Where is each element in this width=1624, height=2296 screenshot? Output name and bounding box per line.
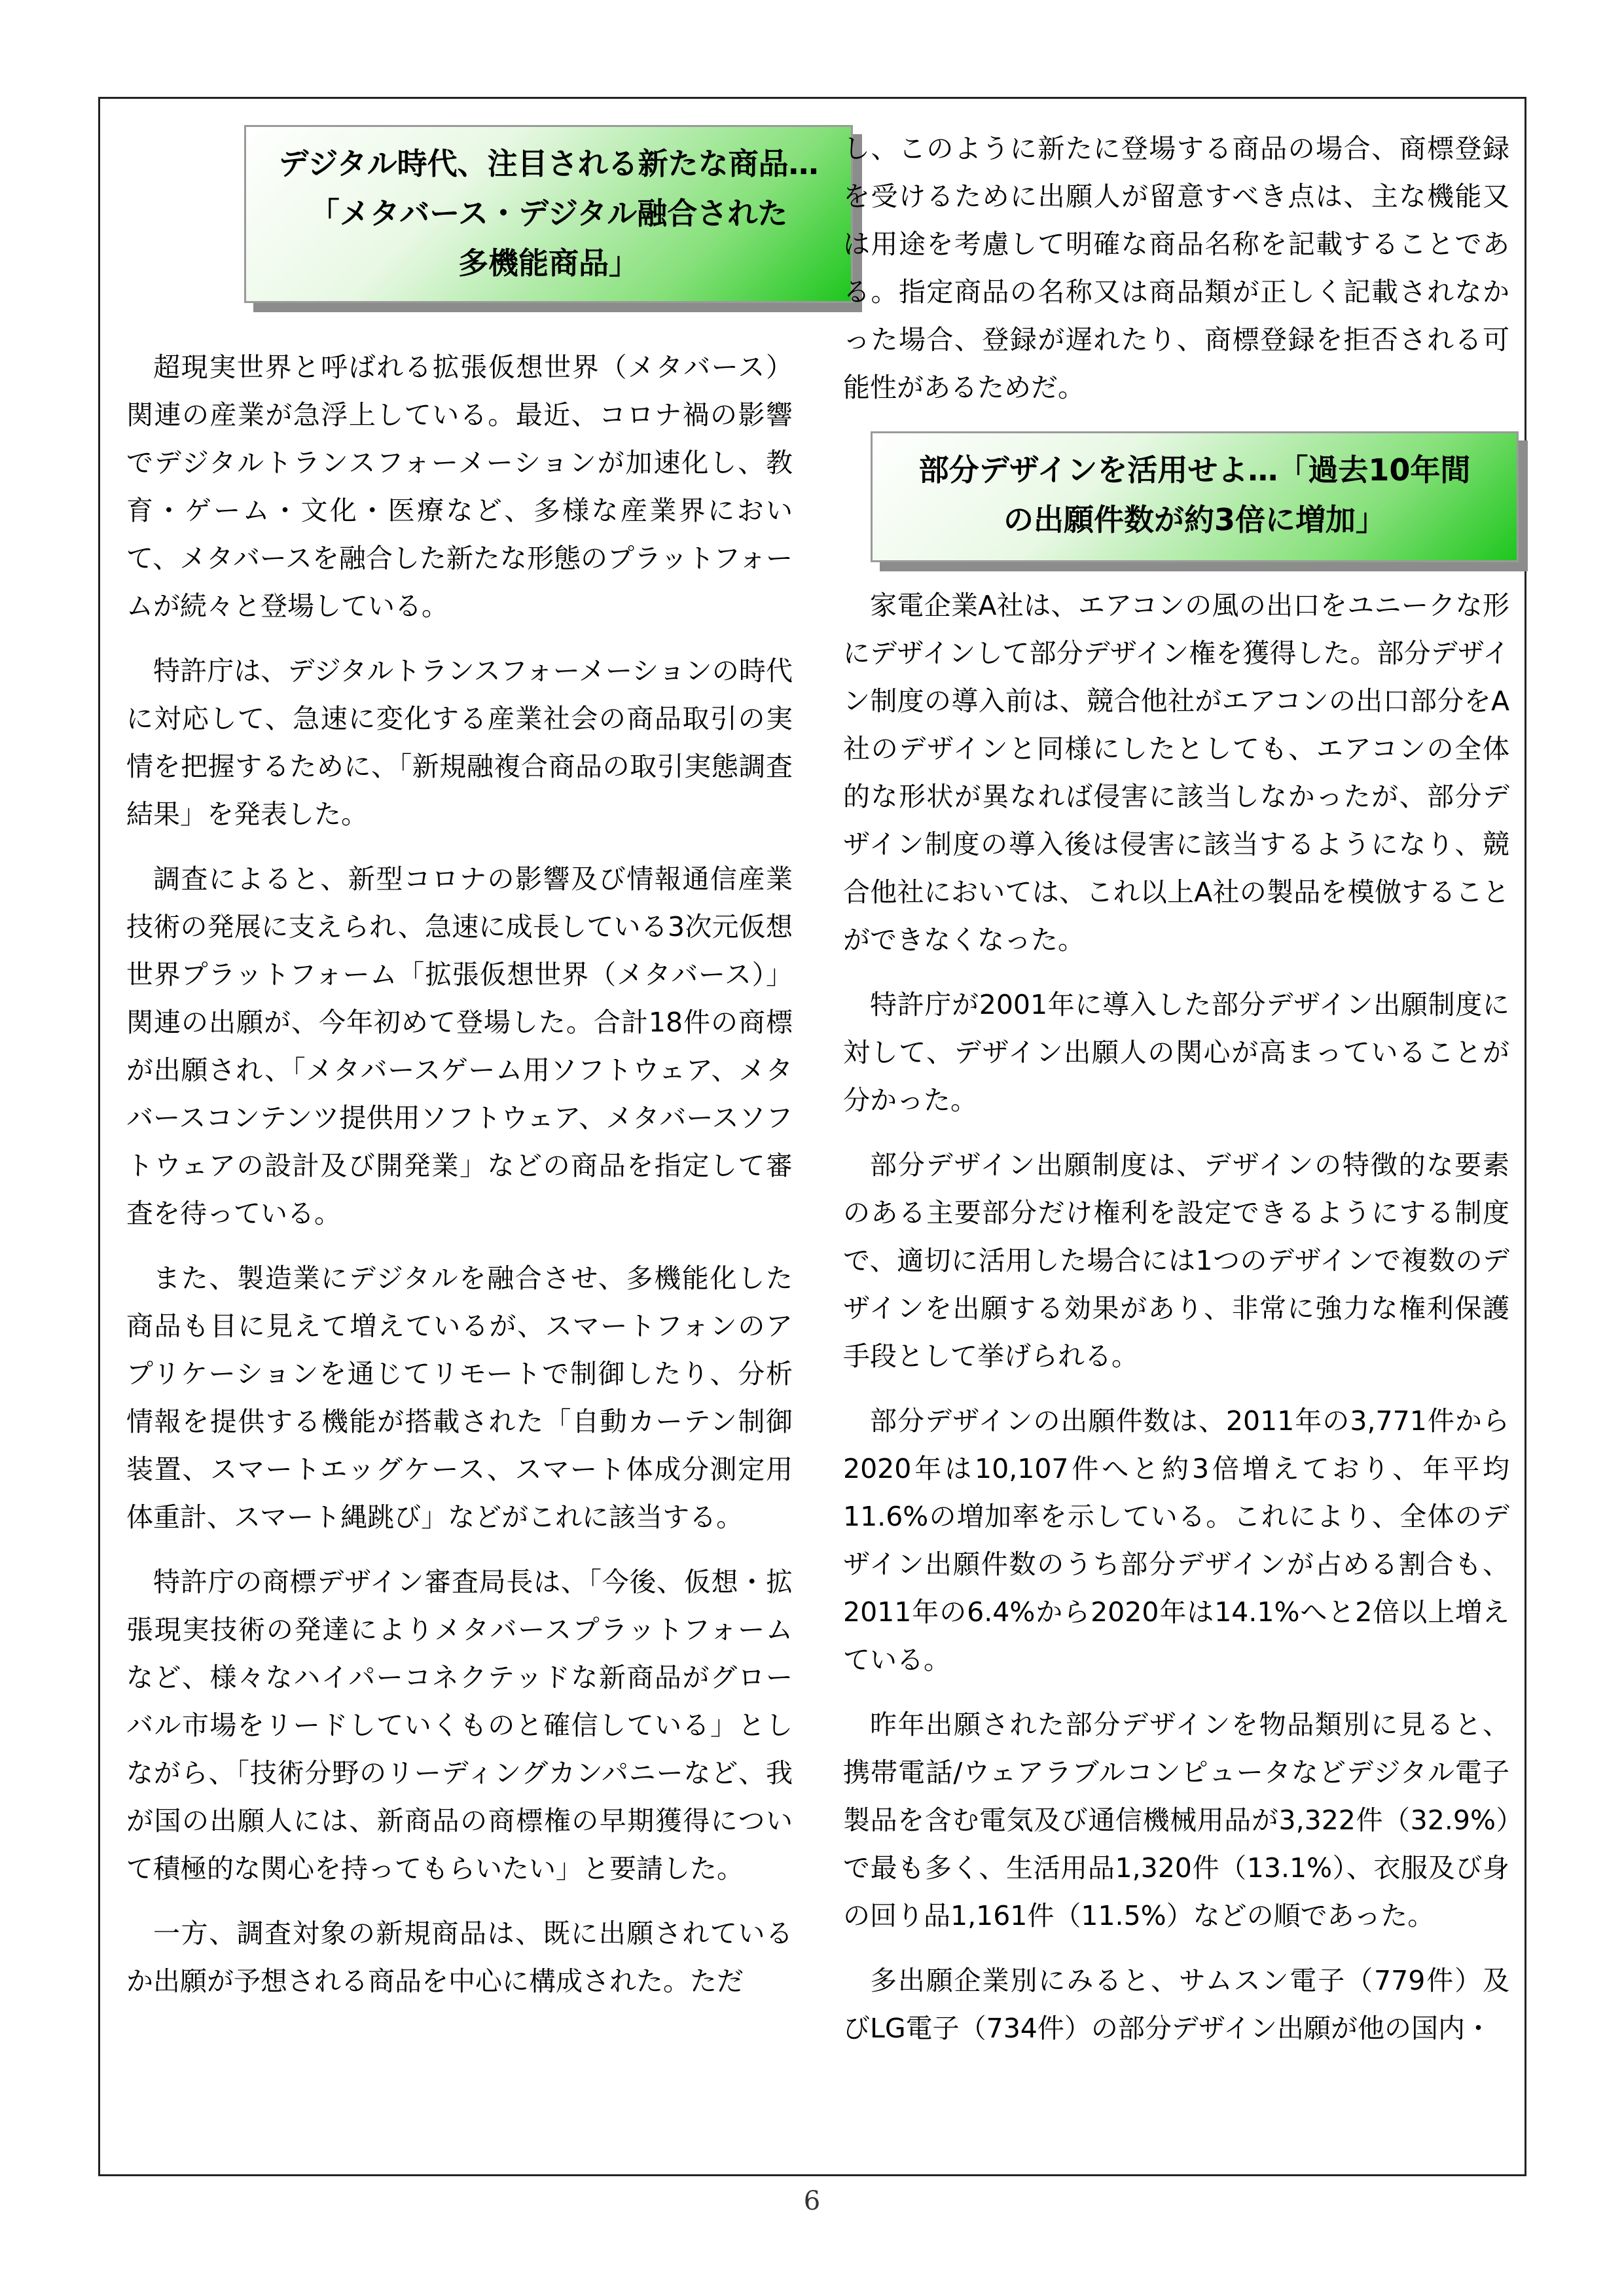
paragraph: 特許庁は、デジタルトランスフォーメーションの時代に対応して、急速に変化する産業社会の商品取引の実情を把握するために、「新規融複合商品の取引実態調査結果」を発表した。 (126, 655, 793, 830)
paragraph: 部分デザイン出願制度は、デザインの特徴的な要素のある主要部分だけ権利を設定できるようにする制度で、適切に活用した場合には1つのデザインで複数のデザインを出願する効果があり、非常に強力な権利保護手段として挙げられる。 (843, 1149, 1509, 1372)
paragraph-continuation: し、このように新たに登場する商品の場合、商標登録を受けるために出願人が留意すべき点は、主な機能又は用途を考慮して明確な商品名称を記載することである。指定商品の名称又は商品類が正しく記載されなかった場合、登録が遅れたり、商標登録を拒否される可能性があるためだ。 (843, 133, 1509, 403)
paragraph: また、製造業にデジタルを融合させ、多機能化した商品も目に見えて増えているが、スマートフォンのアプリケーションを通じてリモートで制御したり、分析情報を提供する機能が搭載された「自動カーテン制御装置、スマートエッグケース、スマート体成分測定用体重計、スマート縄跳び」などがこれに該当する。 (126, 1263, 793, 1533)
heading-line: 「メタバース・デジタル融合された (309, 196, 788, 231)
heading-line: の出願件数が約3倍に増加」 (1003, 502, 1386, 537)
left-column (126, 125, 819, 2005)
paragraph: 特許庁が2001年に導入した部分デザイン出願制度に対して、デザイン出願人の関心が高まっていることが分かった。 (843, 989, 1509, 1116)
right-column (843, 125, 1509, 2053)
paragraph: 超現実世界と呼ばれる拡張仮想世界（メタバース）関連の産業が急浮上している。最近、コロナ禍の影響でデジタルトランスフォーメーションが加速化し、教育・ゲーム・文化・医療など、多様な産業界において、メタバースを融合した新たな形態のプラットフォームが続々と登場している。 (126, 351, 793, 622)
paragraph: 家電企業A社は、エアコンの風の出口をユニークな形にデザインして部分デザイン権を獲得した。部分デザイン制度の導入前は、競合他社がエアコンの出口部分をA社のデザインと同様にしたとしても、エアコンの全体的な形状が異なれば侵害に該当しなかったが、部分デザイン制度の導入後は侵害に該当するようになり、競合他社においては、これ以上A社の製品を模倣することができなくなった。 (843, 590, 1509, 956)
paragraph: 部分デザインの出願件数は、2011年の3,771件から2020年は10,107件へと約3倍増えており、年平均11.6%の増加率を示している。これにより、全体のデザイン出願件数のうち部分デザインが占める割合も、2011年の6.4%から2020年は14.1%へと2倍以上増えている。 (843, 1405, 1509, 1676)
heading-line: 部分デザインを活用せよ…「過去10年間 (918, 452, 1471, 488)
paragraph: 多出願企業別にみると、サムスン電子（779件）及びLG電子（734件）の部分デザイン出願が他の国内・ (843, 1965, 1509, 2044)
page-number: 6 (803, 2186, 821, 2216)
article-heading-partial-design (871, 431, 1519, 562)
article-heading-metaverse (244, 125, 853, 303)
paragraph: 昨年出願された部分デザインを物品類別に見ると、携帯電話/ウェアラブルコンピュータなどデジタル電子製品を含む電気及び通信機械用品が3,322件（32.9%）で最も多く、生活用品1,320件（13.1%）、衣服及び身の回り品1,161件（11.5%）などの順であった。 (843, 1709, 1509, 1931)
paragraph: 一方、調査対象の新規商品は、既に出願されているか出願が予想される商品を中心に構成された。ただ (126, 1918, 793, 1997)
paragraph: 特許庁の商標デザイン審査局長は、「今後、仮想・拡張現実技術の発達によりメタバースプラットフォームなど、様々なハイパーコネクテッドな新商品がグローバル市場をリードしていくものと確信している」としながら、「技術分野のリーディングカンパニーなど、我が国の出願人には、新商品の商標権の早期獲得について積極的な関心を持ってもらいたい」と要請した。 (126, 1566, 793, 1884)
heading-line: 多機能商品」 (458, 245, 639, 281)
page-frame (98, 97, 1526, 2176)
paragraph: 調査によると、新型コロナの影響及び情報通信産業技術の発展に支えられ、急速に成長している3次元仮想世界プラットフォーム「拡張仮想世界（メタバース）」関連の出願が、今年初めて登場した。合計18件の商標が出願され、「メタバースゲーム用ソフトウェア、メタバースコンテンツ提供用ソフトウェア、メタバースソフトウェアの設計及び開発業」などの商品を指定して審査を待っている。 (126, 863, 793, 1229)
heading-line: デジタル時代、注目される新たな商品… (278, 146, 819, 181)
